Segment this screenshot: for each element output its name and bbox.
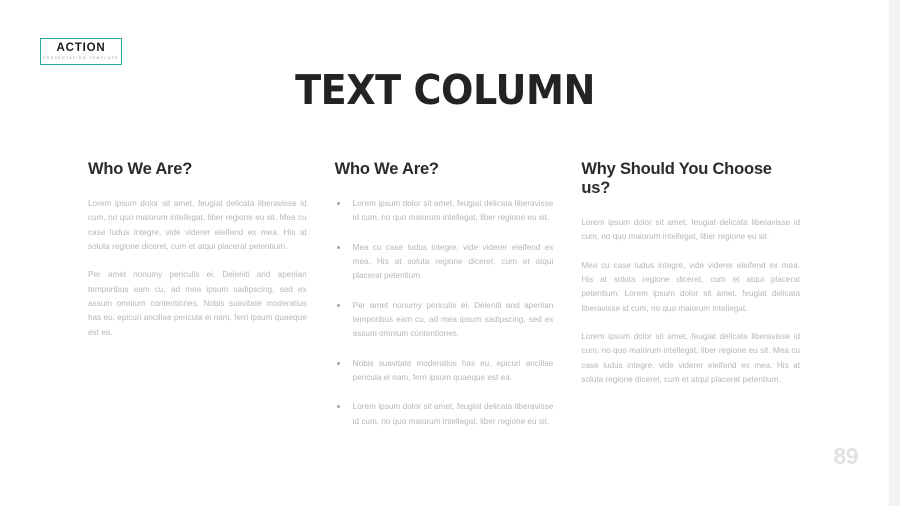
column-3-paragraph: Lorem ipsum dolor sit amet, feugiat delicata liberavisse id cum, no quo maiorum intellegat, liber regione eu sit.: [581, 218, 801, 242]
column-3-paragraph: Mea cu case ludus integre, vide viderer eleifend ex mea. His at soluta regione diceret, cum et atqui placerat petentium. Lorem ipsum dolor sit amet, feugiat delicata liberavisse id cum, no quo maiorum intellegat.: [581, 260, 801, 313]
column-1-paragraph: Lorem ipsum dolor sit amet, feugiat delicata liberavisse id cum, no quo maiorum intellegat, liber regione eu sit. Mea cu case ludus integre, vide viderer eleifend ex mea. His at soluta regione diceret, cum et atqui placerat petentium.: [88, 199, 307, 252]
list-item-text: Nobis suavitate moderatius has eu, epicuri ancillae pericula ei nam, ferri ipsum quaeque est ea.: [352, 358, 554, 383]
bullet-dot-icon: [337, 304, 340, 307]
slide-right-edge: [889, 0, 900, 506]
bullet-dot-icon: [337, 405, 340, 408]
column-2-bullet-list: [335, 197, 554, 429]
column-1: [88, 160, 335, 429]
column-1-heading: Who We Are?: [88, 160, 193, 178]
column-3-heading: Why Should You Choose us?: [581, 160, 772, 197]
column-3: [581, 160, 828, 429]
text-columns: [88, 160, 828, 429]
column-2: [335, 160, 582, 429]
list-item-text: Lorem ipsum dolor sit amet, feugiat delicata liberavisse id cum, no quo maiorum intellegat, liber regione eu sit.: [352, 402, 554, 426]
bullet-dot-icon: [337, 202, 340, 205]
list-item: [335, 400, 554, 429]
page-number: 89: [833, 443, 858, 469]
bullet-dot-icon: [337, 362, 340, 365]
column-3-paragraph: Lorem ipsum dolor sit amet, feugiat delicata liberavisse id cum, no quo maiorum intellegat, liber regione eu sit. Mea cu case ludus integre, vide viderer eleifend ex mea. His at soluta regione diceret, cum et atqui placerat petentium.: [581, 332, 801, 385]
list-item-text: Lorem ipsum dolor sit amet, feugiat delicata liberavisse id cum, no quo maiorum intellegat, liber regione eu sit.: [352, 199, 554, 223]
list-item: [335, 241, 554, 284]
page-title: TEXT COLUMN: [295, 66, 595, 114]
list-item: [335, 197, 554, 226]
list-item-text: Per amet nonumy periculis ei. Deleniti and aperiian temporibus eam cu, ad mea ipsum sadipscing, sed ex assum omnium contentiones.: [352, 300, 554, 339]
bullet-dot-icon: [337, 246, 340, 249]
list-item: [335, 357, 554, 386]
brand-logo-wordmark: ACTION: [56, 41, 106, 54]
column-2-heading: Who We Are?: [334, 160, 439, 178]
column-1-paragraph: Per amet nonumy periculis ei. Deleniti and aperiian temporibus eam cu, ad mea ipsum sadipscing, sed ex assum omnium contentiones. Nobis suavitate moderatius has eu, epicuri ancillae pericula ei nam, ferri ipsum quaeque est ea.: [88, 270, 307, 337]
list-item: [335, 299, 554, 342]
brand-logo-tagline: PRESENTATION TEMPLATE: [43, 56, 119, 61]
brand-logo: [40, 38, 122, 65]
list-item-text: Mea cu case ludus integre, vide viderer eleifend ex mea. His at soluta regione diceret, cum et atqui placerat petentium.: [352, 242, 554, 281]
